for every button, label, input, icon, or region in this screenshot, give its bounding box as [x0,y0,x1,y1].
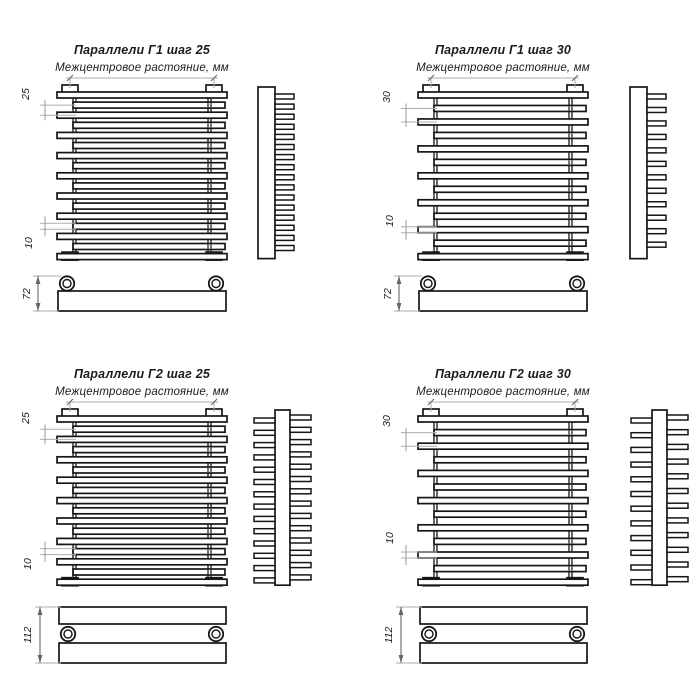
step-dimension-label: 30 [381,91,393,103]
diagram-title: Параллели Г1 шаг 30 [434,43,572,57]
tube-height-dimension-label: 10 [23,237,35,249]
diagram-subtitle: Межцентровое растояние, мм [55,386,229,398]
depth-dimension-label: 112 [383,626,395,644]
step-dimension-label: 25 [20,88,32,100]
depth-dimension-label: 72 [382,288,394,300]
step-dimension-label: 25 [20,412,32,424]
depth-dimension-label: 72 [21,288,33,300]
diagram-title: Параллели Г2 шаг 25 [73,367,211,381]
diagram-subtitle: Межцентровое растояние, мм [55,62,229,74]
tube-height-dimension-label: 10 [22,558,34,570]
diagram-subtitle: Межцентровое растояние, мм [416,386,590,398]
diagram-title: Параллели Г2 шаг 30 [434,367,572,381]
tube-height-dimension-label: 10 [384,532,396,544]
tube-height-dimension-label: 10 [384,215,396,227]
step-dimension-label: 30 [381,415,393,427]
diagram-subtitle: Межцентровое растояние, мм [416,62,590,74]
depth-dimension-label: 112 [22,626,34,644]
diagram-title: Параллели Г1 шаг 25 [73,43,211,57]
